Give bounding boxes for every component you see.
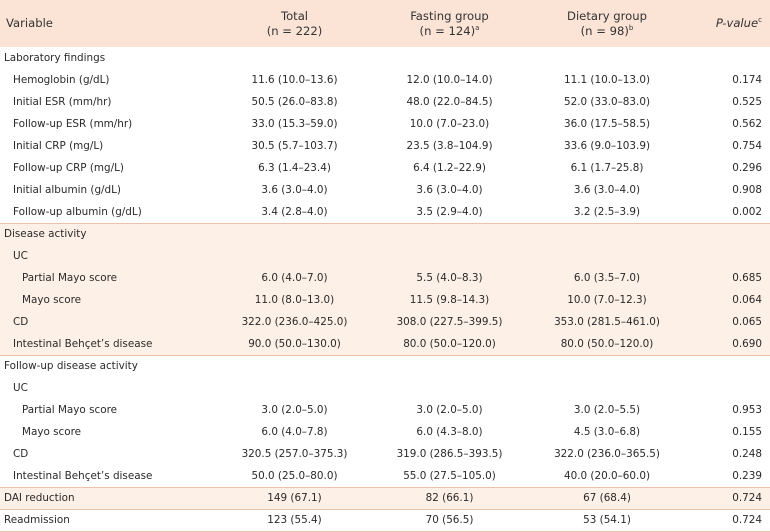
cell-total: 50.5 (26.0–83.8) <box>251 96 338 108</box>
cell-dietary: 67 (68.4) <box>532 487 682 509</box>
table-row <box>0 179 770 201</box>
cell-total: 90.0 (50.0–130.0) <box>248 337 341 350</box>
header-dietary <box>532 0 682 47</box>
cell-total: 50.0 (25.0–80.0) <box>251 469 338 482</box>
cell-dietary: 4.5 (3.0–6.8) <box>573 426 641 438</box>
cell-fasting <box>367 377 532 399</box>
cell-dietary: 3.6 (3.0–4.0) <box>573 184 641 196</box>
cell-pvalue: 0.248 <box>732 448 762 460</box>
cell-dietary <box>532 355 682 377</box>
header-total <box>222 0 367 47</box>
table-row <box>0 69 770 91</box>
row-label: Follow-up albumin (g/dL) <box>13 205 142 218</box>
table-row <box>0 465 770 487</box>
cell-total: 123 (55.4) <box>222 509 367 531</box>
cell-dietary: 353.0 (281.5–461.0) <box>554 316 660 328</box>
header-dietary-n: (n = 98)$^b$ <box>580 23 634 38</box>
table-row <box>0 333 770 355</box>
cell-pvalue: 0.064 <box>732 294 762 306</box>
cell-total: 30.5 (5.7–103.7) <box>251 140 338 152</box>
header-fasting <box>367 0 532 47</box>
table-row <box>0 443 770 465</box>
cell-total: 11.6 (10.0–13.6) <box>251 74 338 86</box>
cell-pvalue: 0.155 <box>732 426 762 438</box>
table-row <box>0 135 770 157</box>
cell-dietary: 40.0 (20.0–60.0) <box>563 469 650 482</box>
cell-fasting: 6.4 (1.2–22.9) <box>413 162 486 174</box>
row-label: CD <box>13 448 29 460</box>
section-row-follow-up-disease-activity <box>0 355 770 377</box>
row-label: UC <box>13 250 28 262</box>
cell-pvalue: 0.908 <box>732 184 762 196</box>
header-fasting-footnote: a <box>475 23 480 32</box>
header-pvalue-footnote: c <box>758 16 762 25</box>
cell-total: 3.6 (3.0–4.0) <box>261 184 328 196</box>
cell-pvalue: 0.754 <box>732 140 762 152</box>
cell-fasting: 10.0 (7.0–23.0) <box>409 118 490 130</box>
cell-fasting: 6.0 (4.3–8.0) <box>416 426 483 438</box>
row-label: Follow-up disease activity <box>0 355 222 377</box>
cell-dietary <box>532 245 682 267</box>
cell-fasting <box>367 245 532 267</box>
row-label: Hemoglobin (g/dL) <box>13 74 110 86</box>
cell-pvalue <box>682 377 770 399</box>
cell-dietary: 80.0 (50.0–120.0) <box>560 337 654 350</box>
cell-dietary: 53 (54.1) <box>532 509 682 531</box>
cell-pvalue: 0.724 <box>682 509 770 531</box>
cell-total: 3.0 (2.0–5.0) <box>261 404 328 416</box>
cell-fasting: 80.0 (50.0–120.0) <box>403 337 496 350</box>
cell-dietary: 52.0 (33.0–83.0) <box>563 96 650 108</box>
header-dietary-footnote: b <box>628 23 634 32</box>
cell-fasting: 308.0 (227.5–399.5) <box>396 316 503 328</box>
table-row <box>0 311 770 333</box>
cell-total: 6.0 (4.0–7.0) <box>261 272 328 284</box>
header-fasting-n: (n = 124)$^a$ <box>419 23 480 38</box>
cell-total: 33.0 (15.3–59.0) <box>251 118 338 130</box>
cell-fasting: 11.5 (9.8–14.3) <box>409 294 490 306</box>
table-row <box>0 289 770 311</box>
cell-fasting: 3.0 (2.0–5.0) <box>416 404 483 416</box>
cell-pvalue: 0.953 <box>732 404 762 416</box>
header-pvalue: P-value$^c$ <box>715 16 762 30</box>
cell-pvalue: 0.002 <box>732 205 762 218</box>
row-label: Intestinal Behçet’s disease <box>13 337 153 350</box>
cell-fasting: 3.6 (3.0–4.0) <box>416 184 483 196</box>
cell-fasting: 82 (66.1) <box>367 487 532 509</box>
cell-total <box>222 245 367 267</box>
header-total-n: (n = 222) <box>266 23 323 38</box>
cell-pvalue: 0.174 <box>732 74 762 86</box>
table-row <box>0 421 770 443</box>
cell-total: 322.0 (236.0–425.0) <box>241 316 348 328</box>
row-label: Mayo score <box>22 426 82 438</box>
row-label: Mayo score <box>22 294 82 306</box>
cell-dietary <box>532 47 682 69</box>
cell-dietary: 3.0 (2.0–5.5) <box>573 404 641 416</box>
cell-fasting: 5.5 (4.0–8.3) <box>416 272 483 284</box>
cell-total: 11.0 (8.0–13.0) <box>254 294 335 306</box>
cell-pvalue: 0.296 <box>732 162 762 174</box>
header-dietary-label: Dietary group <box>567 8 647 23</box>
subgroup-row-uc <box>0 377 770 399</box>
cell-total <box>222 223 367 245</box>
cell-pvalue: 0.724 <box>682 487 770 509</box>
cell-dietary: 3.2 (2.5–3.9) <box>573 205 641 218</box>
row-label: Readmission <box>0 509 222 531</box>
cell-total: 6.3 (1.4–23.4) <box>258 162 331 174</box>
cell-total: 149 (67.1) <box>222 487 367 509</box>
cell-fasting: 70 (56.5) <box>367 509 532 531</box>
row-label: Partial Mayo score <box>22 272 118 284</box>
cell-total <box>222 355 367 377</box>
row-label: Follow-up CRP (mg/L) <box>13 162 124 174</box>
cell-fasting <box>367 223 532 245</box>
subgroup-row-uc <box>0 245 770 267</box>
cell-fasting: 319.0 (286.5–393.5) <box>396 448 503 460</box>
cell-total: 320.5 (257.0–375.3) <box>241 448 348 460</box>
header-row <box>0 0 770 47</box>
cell-pvalue: 0.562 <box>732 118 762 130</box>
cell-dietary: 33.6 (9.0–103.9) <box>563 140 650 152</box>
cell-dietary: 6.0 (3.5–7.0) <box>573 272 641 284</box>
cell-dietary: 10.0 (7.0–12.3) <box>567 294 647 306</box>
cell-fasting: 12.0 (10.0–14.0) <box>406 74 493 86</box>
header-fasting-label: Fasting group <box>410 8 489 23</box>
cell-fasting: 23.5 (3.8–104.9) <box>406 140 493 152</box>
section-row-laboratory-findings <box>0 47 770 69</box>
table-row <box>0 267 770 289</box>
row-label: Initial ESR (mm/hr) <box>13 96 112 108</box>
row-label: Initial albumin (g/dL) <box>13 184 121 196</box>
table-row-dai-reduction <box>0 487 770 509</box>
table-row <box>0 201 770 223</box>
row-label: Laboratory findings <box>4 52 106 64</box>
header-total-label: Total <box>280 8 309 23</box>
cell-dietary: 36.0 (17.5–58.5) <box>563 118 650 130</box>
row-label: Disease activity <box>0 223 222 245</box>
cell-pvalue <box>682 47 770 69</box>
cell-total: 3.4 (2.8–4.0) <box>261 205 328 218</box>
row-label: Follow-up ESR (mm/hr) <box>13 118 133 130</box>
cell-dietary <box>532 223 682 245</box>
cell-dietary <box>532 377 682 399</box>
row-label: UC <box>13 382 28 394</box>
cell-pvalue: 0.065 <box>732 316 762 328</box>
cell-dietary: 11.1 (10.0–13.0) <box>563 74 650 86</box>
cell-dietary: 6.1 (1.7–25.8) <box>570 162 644 174</box>
cell-fasting <box>367 355 532 377</box>
cell-total <box>222 377 367 399</box>
cell-fasting: 55.0 (27.5–105.0) <box>403 469 496 482</box>
cell-pvalue: 0.685 <box>732 272 762 284</box>
cell-pvalue <box>682 355 770 377</box>
cell-fasting: 48.0 (22.0–84.5) <box>406 96 493 108</box>
cell-pvalue <box>682 223 770 245</box>
cell-total: 6.0 (4.0–7.8) <box>261 426 328 438</box>
cell-total <box>222 47 367 69</box>
section-row-disease-activity <box>0 223 770 245</box>
table-row <box>0 91 770 113</box>
cell-pvalue <box>682 245 770 267</box>
table-row <box>0 113 770 135</box>
row-label: DAI reduction <box>0 487 222 509</box>
table-row <box>0 399 770 421</box>
cell-pvalue: 0.525 <box>732 96 762 108</box>
row-label: CD <box>13 316 29 328</box>
table-row <box>0 157 770 179</box>
cell-fasting: 3.5 (2.9–4.0) <box>416 205 483 218</box>
row-label: Partial Mayo score <box>22 404 118 416</box>
cell-dietary: 322.0 (236.0–365.5) <box>554 448 660 460</box>
header-variable: Variable <box>6 16 53 30</box>
cell-fasting <box>367 47 532 69</box>
cell-pvalue: 0.239 <box>732 469 762 482</box>
cell-pvalue: 0.690 <box>732 337 762 350</box>
row-label: Intestinal Behçet’s disease <box>13 469 153 482</box>
row-label: Initial CRP (mg/L) <box>13 140 104 152</box>
